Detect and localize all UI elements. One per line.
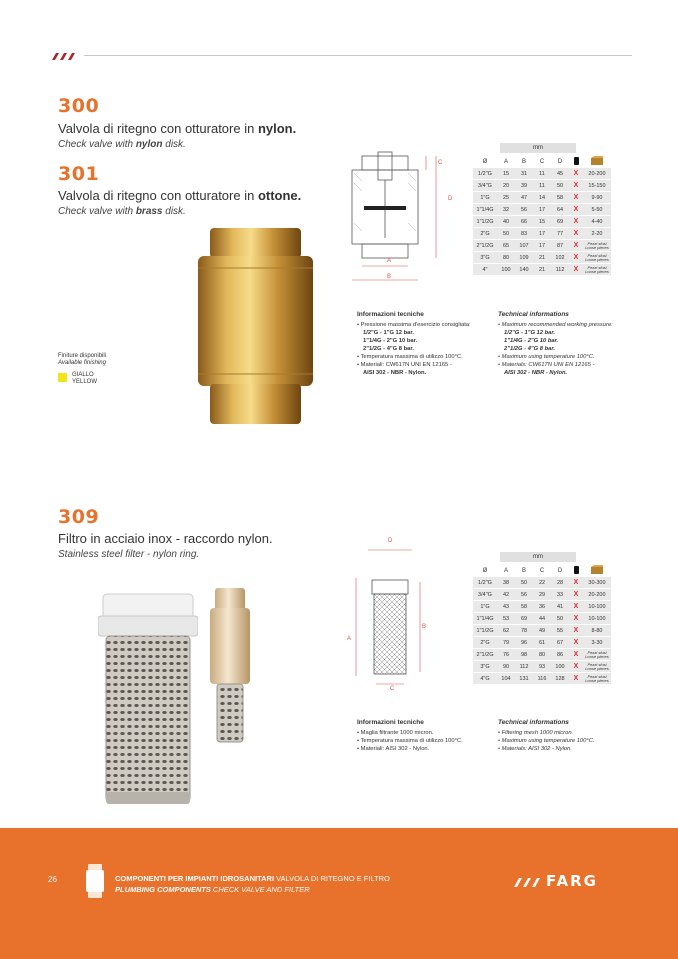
finish-swatch-yellow bbox=[58, 373, 67, 382]
cell-d: 50 bbox=[551, 613, 569, 624]
cell-a: 40 bbox=[497, 216, 515, 227]
cell-c: 29 bbox=[533, 589, 551, 600]
cell-a: 65 bbox=[497, 240, 515, 251]
cell-d: 58 bbox=[551, 192, 569, 203]
table-row bbox=[473, 649, 611, 660]
table-row bbox=[473, 589, 611, 600]
product-title-309: Filtro in acciaio inox - raccordo nylon. bbox=[58, 531, 273, 546]
info2-heading-it: Informazioni tecniche bbox=[357, 719, 424, 726]
stainless-filter-image bbox=[98, 590, 198, 815]
cell-d: 69 bbox=[551, 216, 569, 227]
cell-packaging: 15-150 bbox=[583, 180, 611, 191]
cell-d: 102 bbox=[551, 252, 569, 263]
box-icon bbox=[583, 156, 611, 167]
cell-a: 25 bbox=[497, 192, 515, 203]
cell-d: 112 bbox=[551, 264, 569, 275]
cell-a: 100 bbox=[497, 264, 515, 275]
finish-color-label: GIALLO YELLOW bbox=[72, 372, 98, 385]
cell-packaging: Pezzi sfusi Loose pieces bbox=[583, 240, 611, 251]
footer-line-it: COMPONENTI PER IMPIANTI IDROSANITARI VALVOLA DI RITEGNO E FILTRO bbox=[115, 874, 390, 883]
cell-b: 56 bbox=[515, 589, 533, 600]
cell-diameter: 2"G bbox=[473, 228, 497, 239]
cell-diameter: 2"1/2G bbox=[473, 240, 497, 251]
cell-d: 100 bbox=[551, 661, 569, 672]
table-row bbox=[473, 625, 611, 636]
cell-b: 140 bbox=[515, 264, 533, 275]
table2-col-diameter: Ø bbox=[482, 567, 488, 574]
cell-c: 49 bbox=[533, 625, 551, 636]
cell-b: 69 bbox=[515, 613, 533, 624]
check-valve-drawing bbox=[340, 148, 458, 295]
dim-label-d: D bbox=[448, 196, 453, 202]
table-row bbox=[473, 240, 611, 251]
cell-diameter: 3"G bbox=[473, 661, 497, 672]
table-row bbox=[473, 204, 611, 215]
table-row bbox=[473, 613, 611, 624]
cell-x-mark: X bbox=[569, 661, 583, 672]
cell-packaging: Pezzi sfusi Loose pieces bbox=[583, 673, 611, 684]
cell-c: 36 bbox=[533, 601, 551, 612]
cell-a: 15 bbox=[497, 168, 515, 179]
footer-line-en: PLUMBING COMPONENTS CHECK VALVE AND FILTER bbox=[115, 885, 310, 894]
table2-col-b: B bbox=[521, 567, 526, 574]
cell-packaging: 10-100 bbox=[583, 613, 611, 624]
product-title-300: Valvola di ritegno con otturatore in nylon. bbox=[58, 121, 297, 136]
dim-label-c: C bbox=[438, 160, 443, 166]
cell-a: 80 bbox=[497, 252, 515, 263]
table2-col-d: D bbox=[557, 567, 563, 574]
dim2-label-a: A bbox=[347, 636, 352, 642]
cell-diameter: 3"G bbox=[473, 252, 497, 263]
footer-product-icon bbox=[86, 864, 104, 903]
cell-a: 53 bbox=[497, 613, 515, 624]
cell-d: 128 bbox=[551, 673, 569, 684]
cell-b: 109 bbox=[515, 252, 533, 263]
dim2-label-c: C bbox=[390, 686, 395, 692]
product-subtitle-309: Stainless steel filter - nylon ring. bbox=[58, 549, 200, 560]
cell-packaging: Pezzi sfusi Loose pieces bbox=[583, 649, 611, 660]
table1-col-c: C bbox=[539, 158, 545, 165]
table-row bbox=[473, 673, 611, 684]
filter-with-valve-image bbox=[205, 588, 255, 753]
cell-diameter: 1"G bbox=[473, 192, 497, 203]
cell-packaging: 3-30 bbox=[583, 637, 611, 648]
dim2-label-b: B bbox=[422, 624, 427, 630]
table-row bbox=[473, 637, 611, 648]
cell-a: 43 bbox=[497, 601, 515, 612]
cell-c: 93 bbox=[533, 661, 551, 672]
cell-packaging: 5-50 bbox=[583, 204, 611, 215]
table1-header-row bbox=[473, 156, 611, 167]
cell-diameter: 1"1/4G bbox=[473, 204, 497, 215]
cell-b: 66 bbox=[515, 216, 533, 227]
cell-c: 17 bbox=[533, 228, 551, 239]
cell-b: 50 bbox=[515, 577, 533, 588]
cell-x-mark: X bbox=[569, 589, 583, 600]
cell-b: 98 bbox=[515, 649, 533, 660]
cell-diameter: 1"1/2G bbox=[473, 625, 497, 636]
cell-x-mark: X bbox=[569, 252, 583, 263]
cell-diameter: 1"G bbox=[473, 601, 497, 612]
table2-header-row bbox=[473, 565, 611, 576]
cell-b: 39 bbox=[515, 180, 533, 191]
cell-x-mark: X bbox=[569, 264, 583, 275]
header-rule bbox=[84, 55, 632, 56]
table-row bbox=[473, 601, 611, 612]
cell-diameter: 3/4"G bbox=[473, 180, 497, 191]
cell-d: 50 bbox=[551, 180, 569, 191]
dim2-label-d: D bbox=[388, 538, 393, 544]
cell-a: 90 bbox=[497, 661, 515, 672]
product-code-300: 300 bbox=[58, 95, 100, 117]
header-logo-icon bbox=[50, 48, 78, 66]
cell-c: 21 bbox=[533, 264, 551, 275]
dim-label-a: A bbox=[387, 258, 392, 264]
product-code-301: 301 bbox=[58, 163, 100, 185]
cell-x-mark: X bbox=[569, 168, 583, 179]
cell-d: 86 bbox=[551, 649, 569, 660]
cell-packaging: Pezzi sfusi Loose pieces bbox=[583, 661, 611, 672]
table-row bbox=[473, 216, 611, 227]
page-number: 26 bbox=[48, 875, 57, 884]
cell-c: 44 bbox=[533, 613, 551, 624]
cell-diameter: 2"G bbox=[473, 637, 497, 648]
table-row bbox=[473, 228, 611, 239]
cell-x-mark: X bbox=[569, 673, 583, 684]
cell-diameter: 1"1/4G bbox=[473, 613, 497, 624]
cell-d: 55 bbox=[551, 625, 569, 636]
product-subtitle-301: Check valve with brass disk. bbox=[58, 206, 186, 217]
cell-b: 112 bbox=[515, 661, 533, 672]
table1-col-b: B bbox=[521, 158, 526, 165]
table1-unit-header: mm bbox=[500, 143, 576, 153]
cell-b: 96 bbox=[515, 637, 533, 648]
info2-list-en: • Filtering mesh 1000 micron. • Maximum using temperature 100°C. • Materials: AISI 302 - Nylon. bbox=[498, 730, 595, 752]
table-row bbox=[473, 661, 611, 672]
table-row bbox=[473, 180, 611, 191]
cell-x-mark: X bbox=[569, 240, 583, 251]
table-row bbox=[473, 252, 611, 263]
product-subtitle-300: Check valve with nylon disk. bbox=[58, 139, 186, 150]
cell-c: 116 bbox=[533, 673, 551, 684]
footer-brand-mark-icon bbox=[512, 875, 544, 893]
cell-packaging: 30-300 bbox=[583, 577, 611, 588]
table2-col-c: C bbox=[539, 567, 545, 574]
cell-d: 28 bbox=[551, 577, 569, 588]
cell-c: 15 bbox=[533, 216, 551, 227]
table2-unit-header: mm bbox=[500, 552, 576, 562]
table1-spec bbox=[473, 155, 611, 276]
table-row bbox=[473, 577, 611, 588]
table2-col-a: A bbox=[503, 567, 508, 574]
package-icon bbox=[569, 565, 583, 576]
table-row bbox=[473, 192, 611, 203]
cell-x-mark: X bbox=[569, 216, 583, 227]
cell-b: 131 bbox=[515, 673, 533, 684]
cell-c: 80 bbox=[533, 649, 551, 660]
cell-diameter: 3/4"G bbox=[473, 589, 497, 600]
cell-b: 58 bbox=[515, 601, 533, 612]
cell-packaging: 8-80 bbox=[583, 625, 611, 636]
table-row bbox=[473, 264, 611, 275]
dim-label-b: B bbox=[387, 274, 392, 280]
package-icon bbox=[569, 156, 583, 167]
cell-a: 20 bbox=[497, 180, 515, 191]
cell-x-mark: X bbox=[569, 625, 583, 636]
cell-diameter: 1/2"G bbox=[473, 168, 497, 179]
table1-col-diameter: Ø bbox=[482, 158, 488, 165]
box-icon bbox=[583, 565, 611, 576]
cell-diameter: 1/2"G bbox=[473, 577, 497, 588]
cell-a: 104 bbox=[497, 673, 515, 684]
cell-d: 77 bbox=[551, 228, 569, 239]
info1-list-it: • Pressione massima d'esercizio consigliata: 1/2"G - 1"G 12 bar. 1"1/4G - 2"G 10 bar. 2"1/2G - 4"G 8 bar. • Temperatura massima di utilizzo 100°C. • Materiali: CW617N UNI EN 12165 - AISI 302 - NBR - Nylon. bbox=[357, 322, 471, 376]
cell-x-mark: X bbox=[569, 649, 583, 660]
cell-diameter: 4"G bbox=[473, 673, 497, 684]
cell-a: 62 bbox=[497, 625, 515, 636]
cell-packaging: 20-200 bbox=[583, 589, 611, 600]
cell-packaging: 4-40 bbox=[583, 216, 611, 227]
cell-c: 17 bbox=[533, 204, 551, 215]
cell-b: 107 bbox=[515, 240, 533, 251]
cell-b: 56 bbox=[515, 204, 533, 215]
cell-x-mark: X bbox=[569, 613, 583, 624]
finishes-label: Finiture disponibili Available finishing bbox=[58, 353, 107, 366]
table1-col-a: A bbox=[503, 158, 508, 165]
info1-heading-en: Technical informations bbox=[498, 311, 569, 318]
cell-packaging: 9-90 bbox=[583, 192, 611, 203]
cell-d: 64 bbox=[551, 204, 569, 215]
cell-packaging: 20-200 bbox=[583, 168, 611, 179]
cell-x-mark: X bbox=[569, 192, 583, 203]
info2-heading-en: Technical informations bbox=[498, 719, 569, 726]
cell-b: 31 bbox=[515, 168, 533, 179]
cell-a: 38 bbox=[497, 577, 515, 588]
cell-c: 14 bbox=[533, 192, 551, 203]
footer-brand-name: FARG bbox=[546, 872, 598, 890]
cell-d: 67 bbox=[551, 637, 569, 648]
info1-list-en: • Maximum recommended working pressure: 1/2"G - 1"G 12 bar. 1"1/4G - 2"G 10 bar. 2"1/2G - 4"G 8 bar. • Maximum using temperature 100°C. • Materials: CW617N UNI EN 12165 - AISI 302 - NBR - Nylon. bbox=[498, 322, 613, 376]
table1-col-d: D bbox=[557, 158, 563, 165]
cell-a: 32 bbox=[497, 204, 515, 215]
cell-b: 47 bbox=[515, 192, 533, 203]
cell-a: 42 bbox=[497, 589, 515, 600]
cell-x-mark: X bbox=[569, 180, 583, 191]
cell-packaging: 10-100 bbox=[583, 601, 611, 612]
cell-b: 78 bbox=[515, 625, 533, 636]
cell-a: 50 bbox=[497, 228, 515, 239]
cell-d: 87 bbox=[551, 240, 569, 251]
cell-c: 22 bbox=[533, 577, 551, 588]
cell-c: 17 bbox=[533, 240, 551, 251]
cell-d: 33 bbox=[551, 589, 569, 600]
table-row bbox=[473, 168, 611, 179]
cell-packaging: Pezzi sfusi Loose pieces bbox=[583, 264, 611, 275]
cell-x-mark: X bbox=[569, 204, 583, 215]
cell-b: 83 bbox=[515, 228, 533, 239]
cell-c: 61 bbox=[533, 637, 551, 648]
product-code-309: 309 bbox=[58, 506, 100, 528]
cell-packaging: Pezzi sfusi Loose pieces bbox=[583, 252, 611, 263]
cell-diameter: 1"1/2G bbox=[473, 216, 497, 227]
cell-c: 11 bbox=[533, 180, 551, 191]
cell-packaging: 2-20 bbox=[583, 228, 611, 239]
cell-diameter: 2"1/2G bbox=[473, 649, 497, 660]
brass-check-valve-image bbox=[188, 228, 323, 433]
cell-a: 79 bbox=[497, 637, 515, 648]
cell-x-mark: X bbox=[569, 601, 583, 612]
cell-x-mark: X bbox=[569, 228, 583, 239]
cell-a: 76 bbox=[497, 649, 515, 660]
cell-d: 45 bbox=[551, 168, 569, 179]
product-title-301: Valvola di ritegno con otturatore in ottone. bbox=[58, 188, 302, 203]
cell-c: 11 bbox=[533, 168, 551, 179]
cell-x-mark: X bbox=[569, 577, 583, 588]
info2-list-it: • Maglia filtrante 1000 micron. • Temperatura massima di utilizzo 100°C. • Materiali: AISI 302 - Nylon. bbox=[357, 730, 463, 752]
cell-c: 21 bbox=[533, 252, 551, 263]
info1-heading-it: Informazioni tecniche bbox=[357, 311, 424, 318]
table2-spec bbox=[473, 564, 611, 685]
cell-d: 41 bbox=[551, 601, 569, 612]
cell-diameter: 4" bbox=[473, 264, 497, 275]
cell-x-mark: X bbox=[569, 637, 583, 648]
